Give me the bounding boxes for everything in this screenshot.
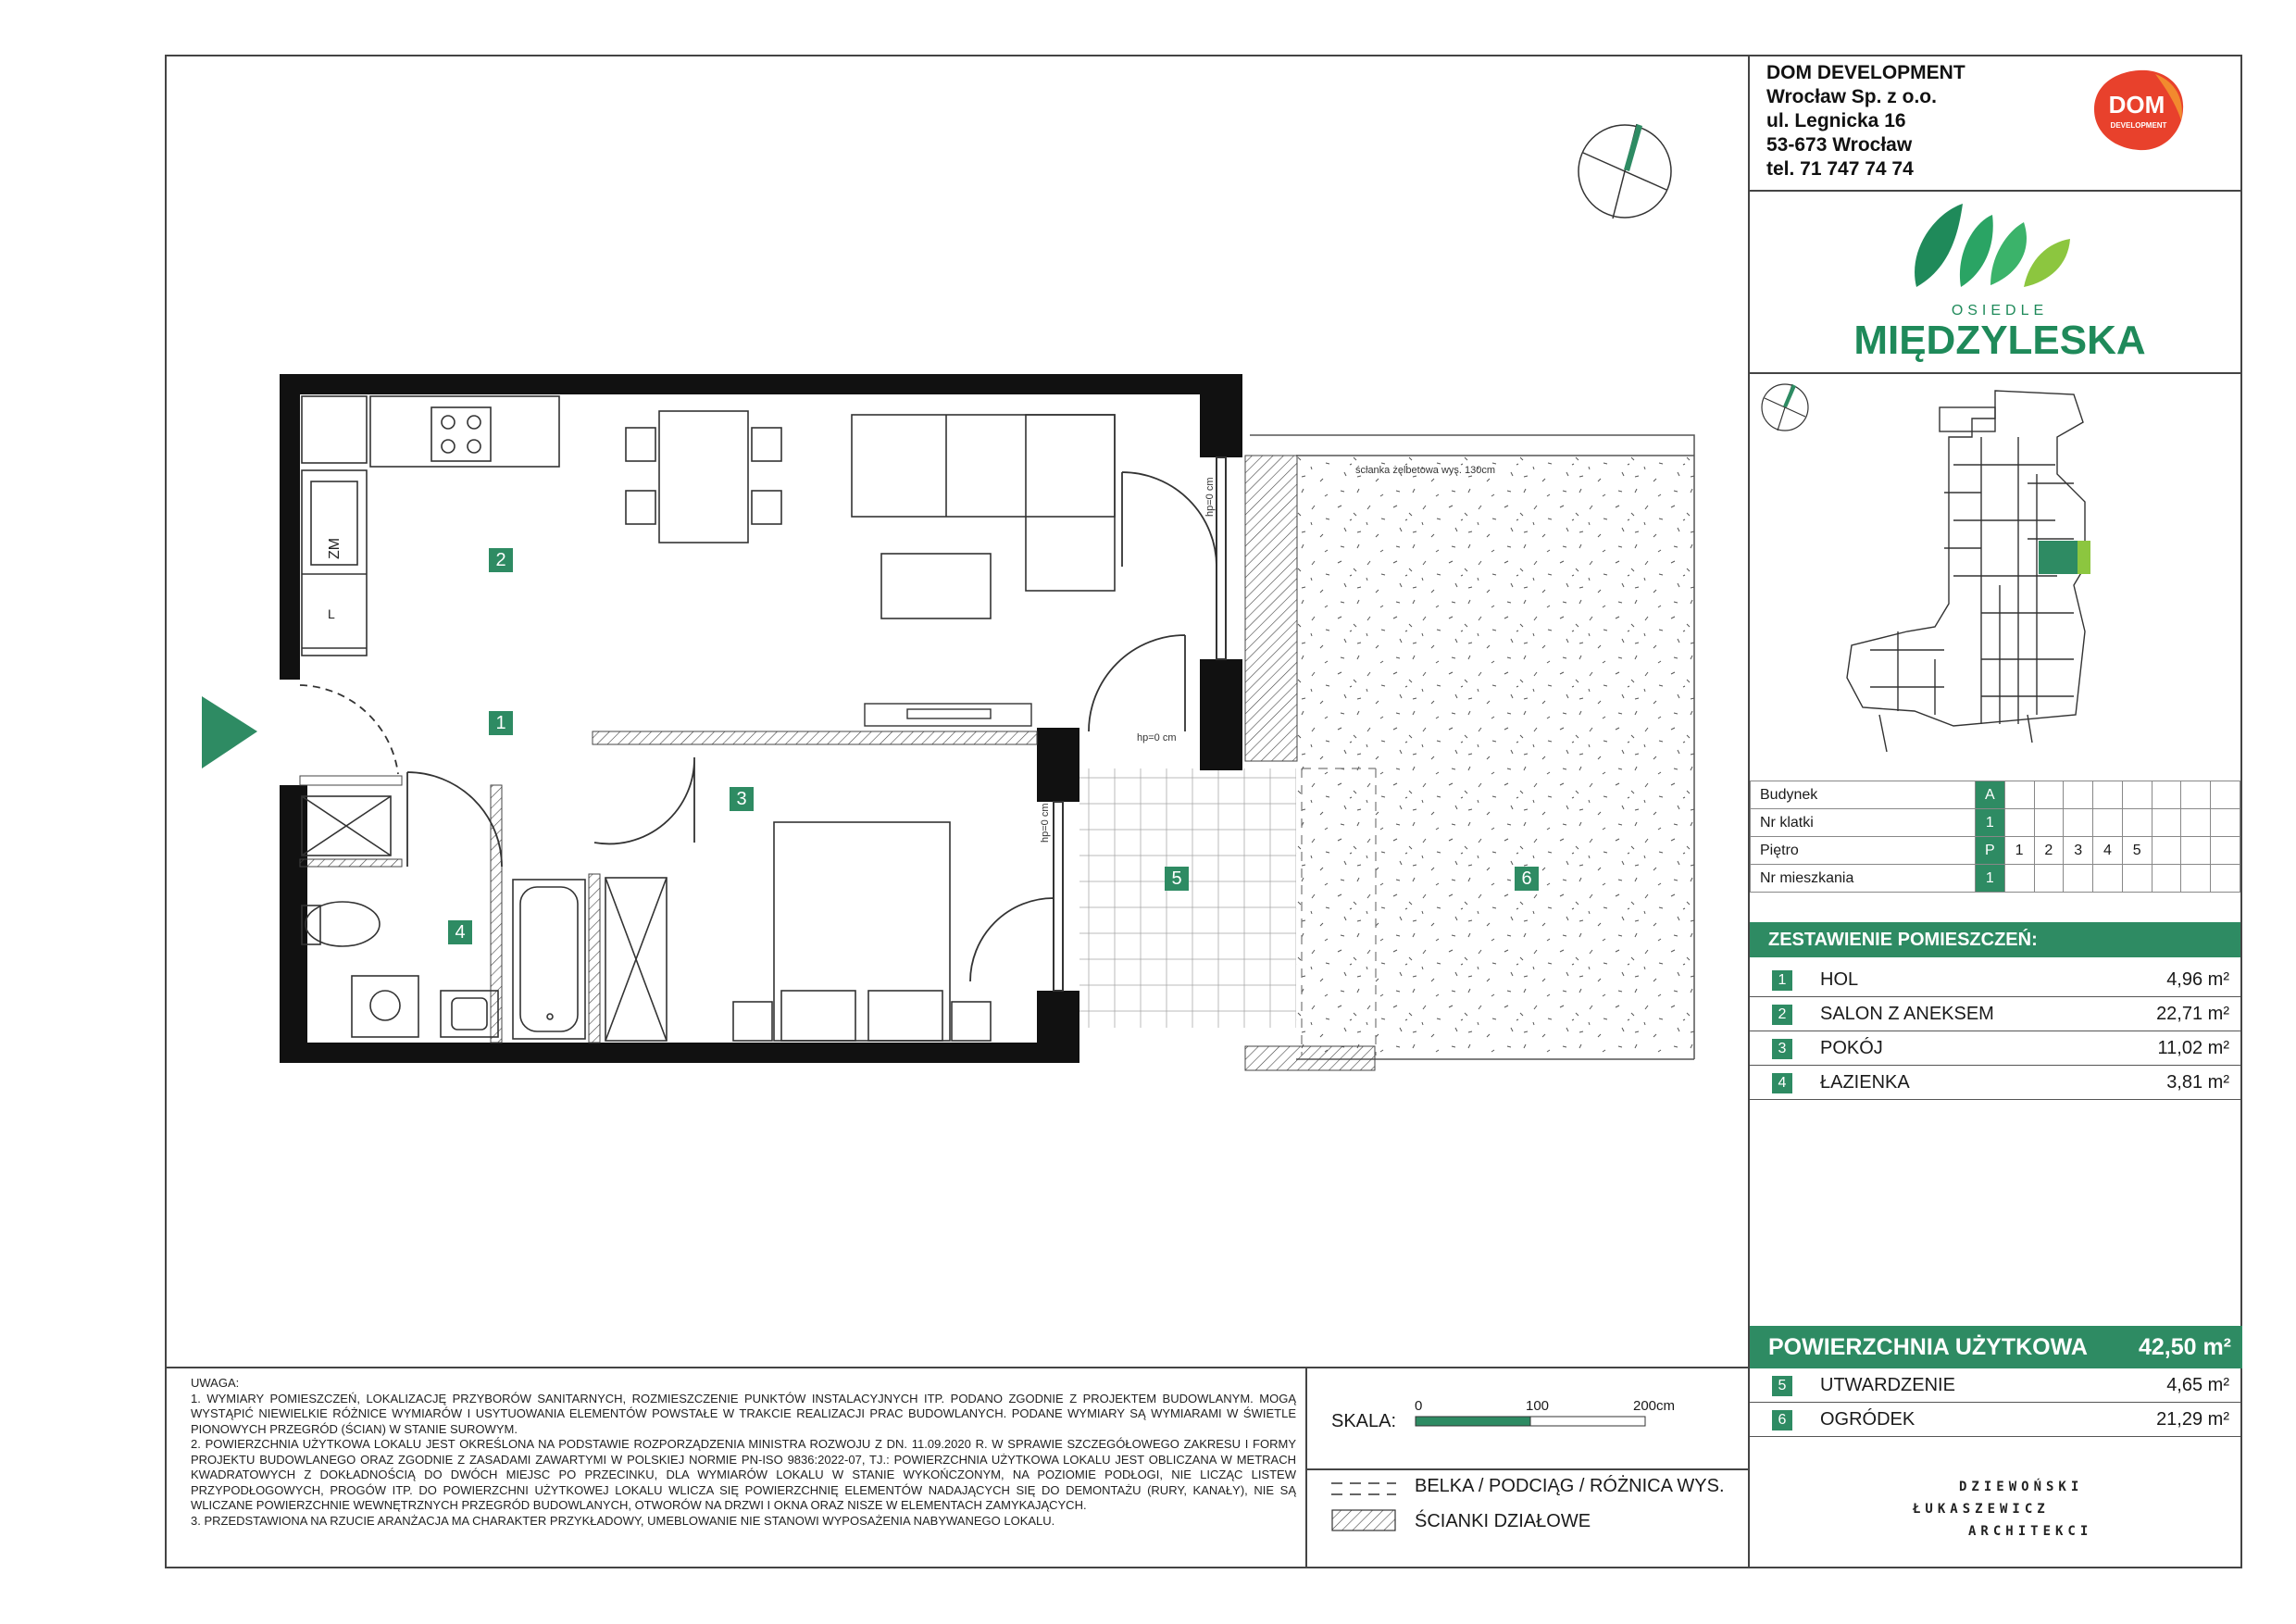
room-number: 5 bbox=[1772, 1376, 1792, 1396]
notes-title: UWAGA: bbox=[191, 1376, 240, 1390]
room-number: 3 bbox=[1772, 1039, 1792, 1059]
info-row-label: Nr mieszkania bbox=[1751, 865, 1976, 893]
scale-divider bbox=[1305, 1468, 1750, 1470]
room-tag-3: 3 bbox=[730, 787, 754, 811]
info-row-value bbox=[2211, 809, 2240, 837]
info-row-value bbox=[2122, 809, 2152, 837]
room-number: 1 bbox=[1772, 970, 1792, 991]
room-number: 6 bbox=[1772, 1410, 1792, 1430]
dom-development-logo bbox=[2090, 67, 2187, 154]
room-name: ŁAZIENKA bbox=[1820, 1072, 1910, 1093]
fridge-label: L bbox=[328, 606, 335, 621]
room-name: HOL bbox=[1820, 969, 1859, 990]
estate-name: MIĘDZYLESKA bbox=[1853, 318, 2146, 363]
sofa bbox=[852, 415, 1115, 618]
bed bbox=[733, 822, 991, 1041]
note-1: 1. WYMIARY POMIESZCZEŃ, LOKALIZACJĘ PRZYBORÓW SANITARNYCH, ROZMIESZCZENIE PUNKTÓW INSTALACYJNYCH ITP. PODANO ZGODNIE Z PROJEKTEM BUDOWLANYM. MOGĄ WYSTĄPIĆ NIEWIELKIE RÓŻNICE WYMIARÓW I USYTUOWANIA ELEMENTÓW POWSTAŁE W TRAKCIE REALIZACJI PRAC BUDOWLANYCH. PODANE WYMIARY SĄ WYMIARAMI W ŚWIETLE PIONOWYCH PRZEGRÓD (ŚCIAN) W STANIE SUROWYM. bbox=[191, 1391, 1296, 1436]
kitchen-fixtures bbox=[302, 396, 559, 656]
room-name: POKÓJ bbox=[1820, 1038, 1883, 1058]
info-row-label: Piętro bbox=[1751, 837, 1976, 865]
rooms-summary-title: ZESTAWIENIE POMIESZCZEŃ: bbox=[1750, 922, 2240, 957]
washing-machine-label: ZM bbox=[327, 537, 343, 559]
legend-hatched-label: ŚCIANKI DZIAŁOWE bbox=[1415, 1511, 1591, 1531]
info-row-value: 1 bbox=[1975, 865, 2004, 893]
site-compass-icon bbox=[1759, 381, 1811, 433]
architect-line-1: DZIEWOŃSKI bbox=[1959, 1480, 2084, 1494]
info-row-value: 4 bbox=[2093, 837, 2123, 865]
info-row-value bbox=[2034, 781, 2064, 809]
room-name: UTWARDZENIE bbox=[1820, 1375, 1955, 1395]
info-row-value bbox=[2181, 809, 2211, 837]
info-row-value bbox=[2152, 809, 2181, 837]
partition-walls bbox=[300, 731, 1037, 1043]
room-row bbox=[1750, 1031, 2240, 1066]
room-row bbox=[1750, 1403, 2240, 1437]
company-phone: tel. 71 747 74 74 bbox=[1766, 158, 1914, 180]
info-row-value bbox=[2064, 781, 2093, 809]
scale-bar bbox=[1415, 1415, 1655, 1428]
info-row-value: 5 bbox=[2122, 837, 2152, 865]
info-row-value: 2 bbox=[2034, 837, 2064, 865]
notes-divider bbox=[1305, 1367, 1307, 1568]
info-row-value bbox=[2152, 781, 2181, 809]
garden-area bbox=[1296, 456, 1694, 1059]
info-row-value: 1 bbox=[1975, 809, 2004, 837]
room-area: 11,02 m² bbox=[2157, 1038, 2229, 1058]
company-street: ul. Legnicka 16 bbox=[1766, 110, 1906, 131]
site-key-plan bbox=[1842, 381, 2139, 761]
architect-logo bbox=[1913, 1480, 2098, 1539]
info-row-value bbox=[2004, 865, 2034, 893]
room-name: SALON Z ANEKSEM bbox=[1820, 1004, 1994, 1024]
usable-area-value: 42,50 m² bbox=[2138, 1334, 2231, 1360]
info-row-value bbox=[2122, 781, 2152, 809]
hatched-wall-icon bbox=[1331, 1509, 1396, 1531]
info-row-value bbox=[2211, 837, 2240, 865]
company-line2: Wrocław Sp. z o.o. bbox=[1766, 86, 1937, 107]
company-name: DOM DEVELOPMENT bbox=[1766, 62, 1965, 83]
info-row-value: A bbox=[1975, 781, 2004, 809]
notes-block bbox=[191, 1376, 1296, 1529]
dom-logo-text: DOM bbox=[2108, 91, 2165, 119]
info-row-value bbox=[2152, 865, 2181, 893]
info-row-value bbox=[2211, 781, 2240, 809]
room-number: 4 bbox=[1772, 1073, 1792, 1093]
architect-line-3: ARCHITEKCI bbox=[1968, 1524, 2093, 1539]
legend-dashed-label: BELKA / PODCIĄG / RÓŻNICA WYS. bbox=[1415, 1476, 1725, 1496]
estate-logo bbox=[1852, 194, 2148, 370]
room-tag-1: 1 bbox=[489, 711, 513, 735]
info-row-value bbox=[2004, 781, 2034, 809]
info-row bbox=[1751, 865, 2240, 893]
room-area: 21,29 m² bbox=[2156, 1409, 2229, 1430]
info-row-value bbox=[2034, 865, 2064, 893]
info-row-value bbox=[2034, 809, 2064, 837]
note-3: 3. PRZEDSTAWIONA NA RZUCIE ARANŻACJA MA CHARAKTER PRZYKŁADOWY, UMEBLOWANIE NIE STANOWI WYPOSAŻENIA NABYWANEGO LOKALU. bbox=[191, 1513, 1055, 1528]
logo-divider bbox=[1748, 372, 2242, 374]
room-tag-2: 2 bbox=[489, 548, 513, 572]
room-number: 2 bbox=[1772, 1005, 1792, 1025]
room-area: 22,71 m² bbox=[2156, 1004, 2229, 1024]
dashed-line-icon bbox=[1331, 1478, 1396, 1500]
info-row-label: Nr klatki bbox=[1751, 809, 1976, 837]
dining-set bbox=[626, 411, 781, 543]
info-row-value: 3 bbox=[2064, 837, 2093, 865]
dom-logo-subtext: DEVELOPMENT bbox=[2110, 121, 2167, 130]
info-row-label: Budynek bbox=[1751, 781, 1976, 809]
note-2: 2. POWIERZCHNIA UŻYTKOWA LOKALU JEST OKREŚLONA NA PODSTAWIE ROZPORZĄDZENIA MINISTRA ROZWOJU Z DN. 11.09.2020 R. W SPRAWIE SZCZEGÓŁOWEGO ZAKRESU I FORMY PROJEKTU BUDOWLANEGO ORAZ ZGODNIE Z ZASADAMI ZAWARTYMI W POLSKIEJ NORMIE PN-ISO 9836:2022-07, TJ.: POWIERZCHNIA UŻYTKOWA LOKALU JEST OBLICZANA W METRACH KWADRATOWYCH Z DOKŁADNOŚCIĄ DO DWÓCH MIEJSC PO PRZECINKU, DLA WYMIARÓW LOKALU W STANIE WYKOŃCZONYM, NA POZIOMIE PODŁOGI, NIE LICZĄC LISTEW PRZYPODŁOGOWYCH, PROGÓW ITP. DO POWIERZCHNI UŻYTKOWEJ LOKALU WLICZA SIĘ POWIERZCHNIĘ ELEMENTÓW NADAJĄCYCH SIĘ DO DEMONTAŻU (RURY, KANAŁY), NIE SĄ WLICZANE POWIERZCHNIE WEWNĘTRZNYCH PRZEGRÓD BUDOWLANYCH, OTWORÓW NA DRZWI I OKNA ORAZ NISZE W ELEMENTACH ZAMYKAJĄCYCH. bbox=[191, 1437, 1296, 1512]
info-row-value bbox=[2093, 865, 2123, 893]
hp-label-hall: hp=0 cm bbox=[1137, 732, 1177, 743]
info-row-value: P bbox=[1975, 837, 2004, 865]
info-row-value bbox=[2093, 809, 2123, 837]
info-row bbox=[1751, 837, 2240, 865]
scale-tick-200: 200cm bbox=[1633, 1398, 1676, 1414]
info-row-value bbox=[2181, 837, 2211, 865]
company-info bbox=[1766, 61, 1965, 181]
room-tag-5: 5 bbox=[1165, 867, 1189, 891]
info-row-value bbox=[2064, 865, 2093, 893]
usable-area-label: POWIERZCHNIA UŻYTKOWA bbox=[1768, 1334, 2088, 1360]
entrance-arrow-icon bbox=[202, 696, 257, 768]
room-row bbox=[1750, 997, 2240, 1031]
info-row-value bbox=[2064, 809, 2093, 837]
info-row bbox=[1751, 809, 2240, 837]
room-tag-6: 6 bbox=[1515, 867, 1539, 891]
hp-label-living: hp=0 cm bbox=[1204, 477, 1216, 517]
company-city: 53-673 Wrocław bbox=[1766, 134, 1913, 156]
header-divider bbox=[1748, 190, 2242, 192]
room-area: 4,65 m² bbox=[2166, 1375, 2229, 1395]
hp-label-room: hp=0 cm bbox=[1040, 803, 1051, 843]
info-row-value bbox=[2122, 865, 2152, 893]
room-tag-4: 4 bbox=[448, 920, 472, 944]
info-row-value: 1 bbox=[2004, 837, 2034, 865]
info-row-value bbox=[2152, 837, 2181, 865]
tv-cabinet bbox=[865, 704, 1031, 726]
room-row bbox=[1750, 963, 2240, 997]
architect-line-2: ŁUKASZEWICZ bbox=[1913, 1502, 2050, 1517]
garden-edge-hatch bbox=[1245, 1046, 1375, 1070]
room-area: 3,81 m² bbox=[2166, 1072, 2229, 1093]
garden-retaining-wall bbox=[1245, 456, 1297, 761]
room-row bbox=[1750, 1066, 2240, 1100]
terrace-area bbox=[1079, 768, 1296, 1028]
scale-tick-100: 100 bbox=[1526, 1398, 1550, 1414]
info-row-value bbox=[2181, 865, 2211, 893]
doors bbox=[300, 472, 1217, 981]
info-row-value bbox=[2004, 809, 2034, 837]
estate-prefix: OSIEDLE bbox=[1951, 303, 2049, 319]
room-row bbox=[1750, 1368, 2240, 1403]
info-row-value bbox=[2093, 781, 2123, 809]
bathroom-fixtures bbox=[302, 796, 667, 1041]
room-name: OGRÓDEK bbox=[1820, 1409, 1915, 1430]
info-row-value bbox=[2211, 865, 2240, 893]
info-row bbox=[1751, 781, 2240, 809]
apartment-info-table bbox=[1750, 781, 2240, 893]
room-area: 4,96 m² bbox=[2166, 969, 2229, 990]
retaining-wall-note: ścianka żelbetowa wys. 130cm bbox=[1355, 465, 1496, 476]
scale-tick-0: 0 bbox=[1415, 1398, 1423, 1414]
usable-area-total bbox=[1750, 1326, 2242, 1368]
scale-label: SKALA: bbox=[1331, 1411, 1397, 1431]
info-row-value bbox=[2181, 781, 2211, 809]
